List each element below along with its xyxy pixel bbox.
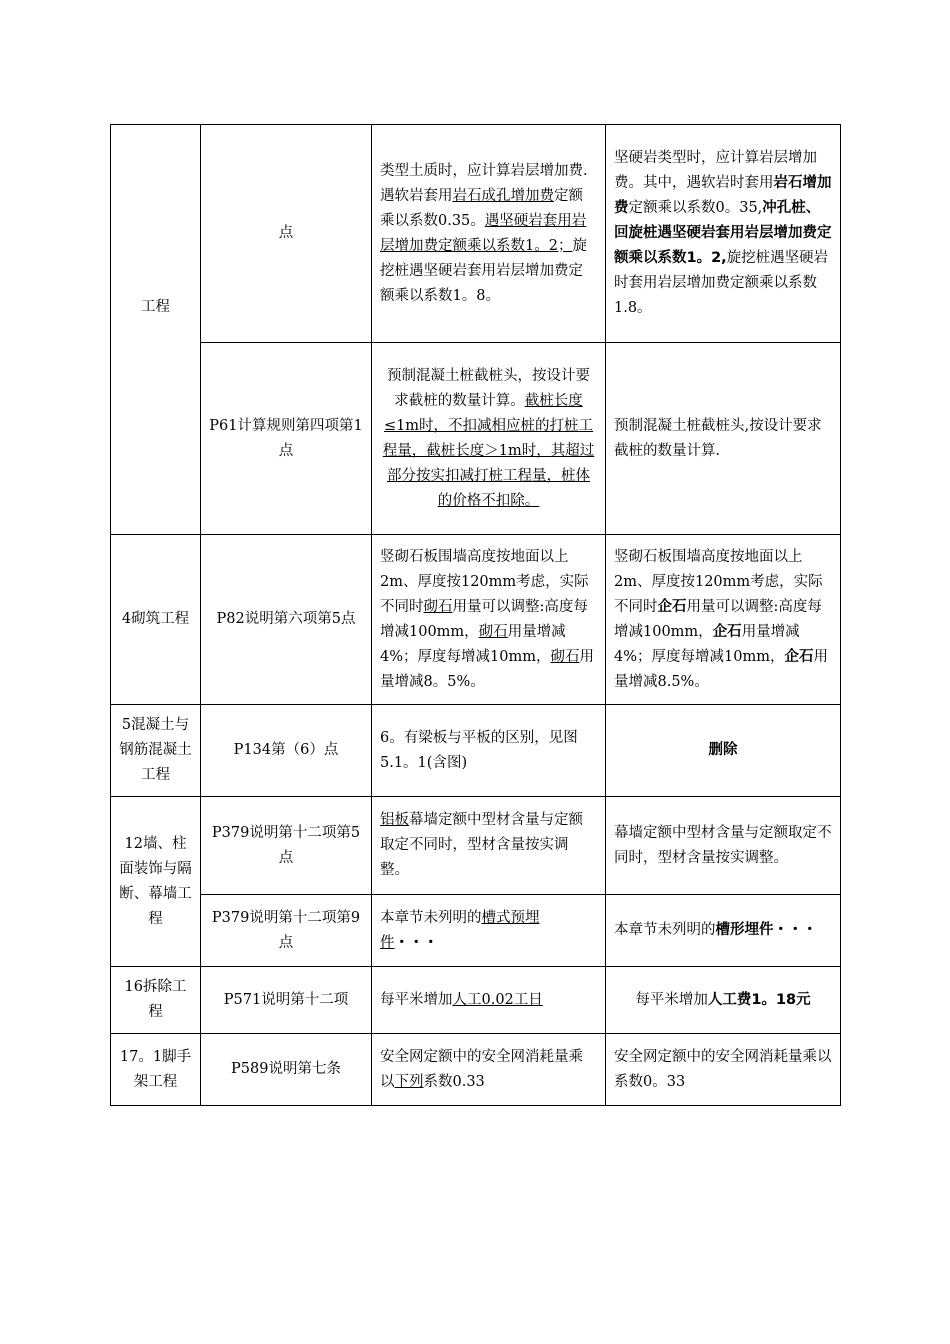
original-cell: 6。有梁板与平板的区别，见图5.1。1(含图)	[372, 705, 606, 797]
revised-cell: 坚硬岩类型时，应计算岩层增加费。其中，遇软岩时套用岩石增加费定额乘以系数0。35,冲孔桩、回旋桩遇坚硬岩套用岩层增加费定额乘以系数1。2,旋挖桩遇坚硬岩时套用岩层增加费定额乘以系数1.8。	[606, 125, 841, 343]
revised-cell: 安全网定额中的安全网消耗量乘以系数0。33	[606, 1034, 841, 1106]
revised-cell: 竖砌石板围墙高度按地面以上2m、厚度按120mm考虑，实际不同时企石用量可以调整:高度每增减100mm，企石用量增减4%；厚度每增减10mm，企石用量增减8.5%。	[606, 535, 841, 705]
item-cell: P589说明第七条	[201, 1034, 372, 1106]
original-cell: 本章节未列明的槽式预埋件・・・	[372, 895, 606, 967]
item-cell: P379说明第十二项第5点	[201, 797, 372, 895]
category-cell: 5混凝土与钢筋混凝土工程	[111, 705, 201, 797]
table-row	[111, 535, 841, 705]
item-cell: 点	[201, 125, 372, 343]
category-cell: 12墙、柱面装饰与隔断、幕墙工程	[111, 797, 201, 967]
original-cell: 安全网定额中的安全网消耗量乘以下列系数0.33	[372, 1034, 606, 1106]
item-cell: P571说明第十二项	[201, 967, 372, 1034]
category-cell: 16拆除工程	[111, 967, 201, 1034]
revised-cell: 预制混凝土桩截桩头,按设计要求截桩的数量计算.	[606, 343, 841, 535]
revised-cell: 每平米增加人工费1。18元	[606, 967, 841, 1034]
table-row	[111, 1034, 841, 1106]
item-cell: P61计算规则第四项第1点	[201, 343, 372, 535]
table-row	[111, 967, 841, 1034]
category-cell: 4砌筑工程	[111, 535, 201, 705]
original-cell: 预制混凝土桩截桩头，按设计要求截桩的数量计算。截桩长度≤1m时，不扣减相应桩的打桩工程量，截桩长度＞1m时，其超过部分按实扣减打桩工程量，桩体的价格不扣除。	[372, 343, 606, 535]
revised-cell: 幕墙定额中型材含量与定额取定不同时，型材含量按实调整。	[606, 797, 841, 895]
category-cell: 17。1脚手架工程	[111, 1034, 201, 1106]
original-cell: 竖砌石板围墙高度按地面以上2m、厚度按120mm考虑，实际不同时砌石用量可以调整:高度每增减100mm，砌石用量增减4%；厚度每增减10mm，砌石用量增减8。5%。	[372, 535, 606, 705]
revised-cell: 本章节未列明的槽形埋件・・・	[606, 895, 841, 967]
comparison-table	[110, 124, 841, 1106]
table-row	[111, 797, 841, 895]
table-row	[111, 895, 841, 967]
item-cell: P82说明第六项第5点	[201, 535, 372, 705]
original-cell: 铝板幕墙定额中型材含量与定额取定不同时，型材含量按实调整。	[372, 797, 606, 895]
revised-cell: 删除	[606, 705, 841, 797]
original-cell: 类型土质时，应计算岩层增加费.遇软岩套用岩石成孔增加费定额乘以系数0.35。遇坚硬岩套用岩层增加费定额乘以系数1。2；旋挖桩遇坚硬岩套用岩层增加费定额乘以系数1。8。	[372, 125, 606, 343]
item-cell: P379说明第十二项第9点	[201, 895, 372, 967]
table-row	[111, 343, 841, 535]
table-row	[111, 705, 841, 797]
original-cell: 每平米增加人工0.02工日	[372, 967, 606, 1034]
table-row	[111, 125, 841, 343]
category-cell: 工程	[111, 125, 201, 535]
item-cell: P134第（6）点	[201, 705, 372, 797]
